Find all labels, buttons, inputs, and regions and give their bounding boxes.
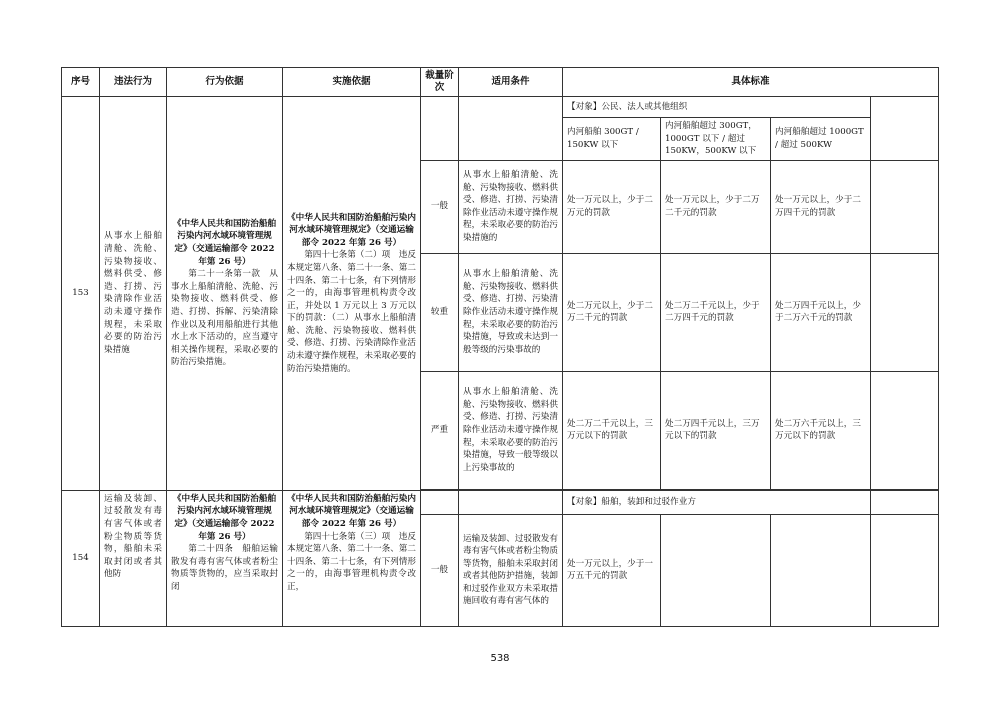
standard-cell: 处二万二千元以上，三万元以下的罚款 bbox=[563, 371, 661, 489]
violation-cell: 运输及装卸、过驳散发有毒有害气体或者粉尘物质等货物，船舶未采取封闭或者其他防 bbox=[100, 490, 167, 626]
level-cell: 一般 bbox=[421, 514, 459, 626]
standard-cell: 处二万四千元以上，少于二万六千元的罚款 bbox=[771, 253, 871, 371]
impl-basis-title: 《中华人民共和国防治船舶污染内河水域环境管理规定》（交通运输部令 2022 年第 26 号） bbox=[287, 493, 416, 529]
seq-cell: 154 bbox=[62, 490, 100, 626]
standard-cell: 处二万二千元以上，少于二万四千元的罚款 bbox=[661, 253, 771, 371]
standard-cell: 处一万元以上，少于二万四千元的罚款 bbox=[771, 160, 871, 253]
header-violation: 违法行为 bbox=[100, 68, 167, 97]
tier-head: 内河船舶超过 1000GT / 超过 500KW bbox=[771, 118, 871, 161]
header-standard: 具体标准 bbox=[563, 68, 939, 97]
standard-cell: 处一万元以上，少于二万二千元的罚款 bbox=[661, 160, 771, 253]
act-basis-cell bbox=[167, 490, 283, 626]
standard-cell bbox=[661, 514, 771, 626]
standard-cell: 处二万元以上，少于二万二千元的罚款 bbox=[563, 253, 661, 371]
condition-cell: 从事水上船舶清舱、洗舱、污染物接收、燃料供受、修造、打捞、污染清除作业活动未遵守操作规程，未采取必要的防治污染措施，导致一般等级以上污染事故的 bbox=[459, 371, 563, 489]
standard-cell: 处一万元以上，少于二万元的罚款 bbox=[563, 160, 661, 253]
act-basis-body: 第二十四条 船舶运输散发有毒有害气体或者粉尘物质等货物的，应当采取封闭 bbox=[171, 544, 278, 592]
act-basis-body: 第二十一条第一款 从事水上船舶清舱、洗舱、污染物接收、燃料供受、修造、打捞、拆解、污染清除作业以及利用船舶进行其他水上水下活动的，应当遵守相关操作规程，采取必要的防治污染措施。 bbox=[171, 269, 278, 368]
act-basis-cell bbox=[167, 97, 283, 491]
header-row bbox=[62, 68, 939, 97]
table-row bbox=[62, 490, 939, 514]
header-level: 裁量阶次 bbox=[421, 68, 459, 97]
object-label: 【对象】公民、法人或其他组织 bbox=[563, 97, 871, 118]
tier-head: 内河船舶超过 300GT，1000GT 以下 / 超过 150KW，500KW 以下 bbox=[661, 118, 771, 161]
act-basis-title: 《中华人民共和国防治船舶污染内河水域环境管理规定》（交通运输部令 2022 年第 26 号） bbox=[172, 218, 277, 267]
impl-basis-body: 第四十七条第（二）项 违反本规定第八条、第二十一条、第二十四条、第二十七条，有下列情形之一的，由海事管理机构责令改正，并处以 1 万元以上 3 万元以下的罚款：（二）从事水上船舶清舱、洗舱、污染物接收、燃料供受、修造、打捞、污染清除作业活动未遵守操作规程，未采取必要的防治污染措施的。 bbox=[287, 250, 416, 374]
level-cell: 严重 bbox=[421, 371, 459, 489]
tier-head: 内河船舶 300GT / 150KW 以下 bbox=[563, 118, 661, 161]
condition-cell: 运输及装卸、过驳散发有毒有害气体或者粉尘物质等货物，船舶未采取封闭或者其他防护措施，装卸和过驳作业双方未采取措施回收有毒有害气体的 bbox=[459, 514, 563, 626]
condition-cell: 从事水上船舶清舱、洗舱、污染物接收、燃料供受、修造、打捞、污染清除作业活动未遵守操作规程，未采取必要的防治污染措施，导致或未达到一般等级的污染事故的 bbox=[459, 253, 563, 371]
header-act-basis: 行为依据 bbox=[167, 68, 283, 97]
header-impl-basis: 实施依据 bbox=[283, 68, 421, 97]
standard-cell bbox=[771, 514, 871, 626]
level-cell: 一般 bbox=[421, 160, 459, 253]
standard-cell: 处二万四千元以上，三万元以下的罚款 bbox=[661, 371, 771, 489]
object-label: 【对象】船舶，装卸和过驳作业方 bbox=[563, 490, 871, 514]
impl-basis-cell bbox=[283, 490, 421, 626]
seq-cell: 153 bbox=[62, 97, 100, 491]
impl-basis-body: 第四十七条第（三）项 违反本规定第八条、第二十一条、第二十四条、第二十七条，有下列情形之一的，由海事管理机构责令改正， bbox=[287, 531, 416, 592]
impl-basis-title: 《中华人民共和国防治船舶污染内河水域环境管理规定》（交通运输部令 2022 年第 26 号） bbox=[287, 212, 416, 248]
page-number: 538 bbox=[490, 653, 510, 664]
table-row bbox=[62, 97, 939, 118]
act-basis-title: 《中华人民共和国防治船舶污染内河水域环境管理规定》（交通运输部令 2022 年第 26 号） bbox=[172, 493, 277, 542]
header-condition: 适用条件 bbox=[459, 68, 563, 97]
impl-basis-cell bbox=[283, 97, 421, 491]
violation-cell: 从事水上船舶清舱、洗舱、污染物接收、燃料供受、修造、打捞、污染清除作业活动未遵守操作规程，未采取必要的防治污染措施 bbox=[100, 97, 167, 491]
level-cell: 较重 bbox=[421, 253, 459, 371]
condition-cell: 从事水上船舶清舱、洗舱、污染物接收、燃料供受、修造、打捞、污染清除作业活动未遵守操作规程，未采取必要的防治污染措施的 bbox=[459, 160, 563, 253]
penalty-table bbox=[61, 67, 939, 627]
standard-cell: 处二万六千元以上，三万元以下的罚款 bbox=[771, 371, 871, 489]
header-seq: 序号 bbox=[62, 68, 100, 97]
standard-cell: 处一万元以上，少于一万五千元的罚款 bbox=[563, 514, 661, 626]
